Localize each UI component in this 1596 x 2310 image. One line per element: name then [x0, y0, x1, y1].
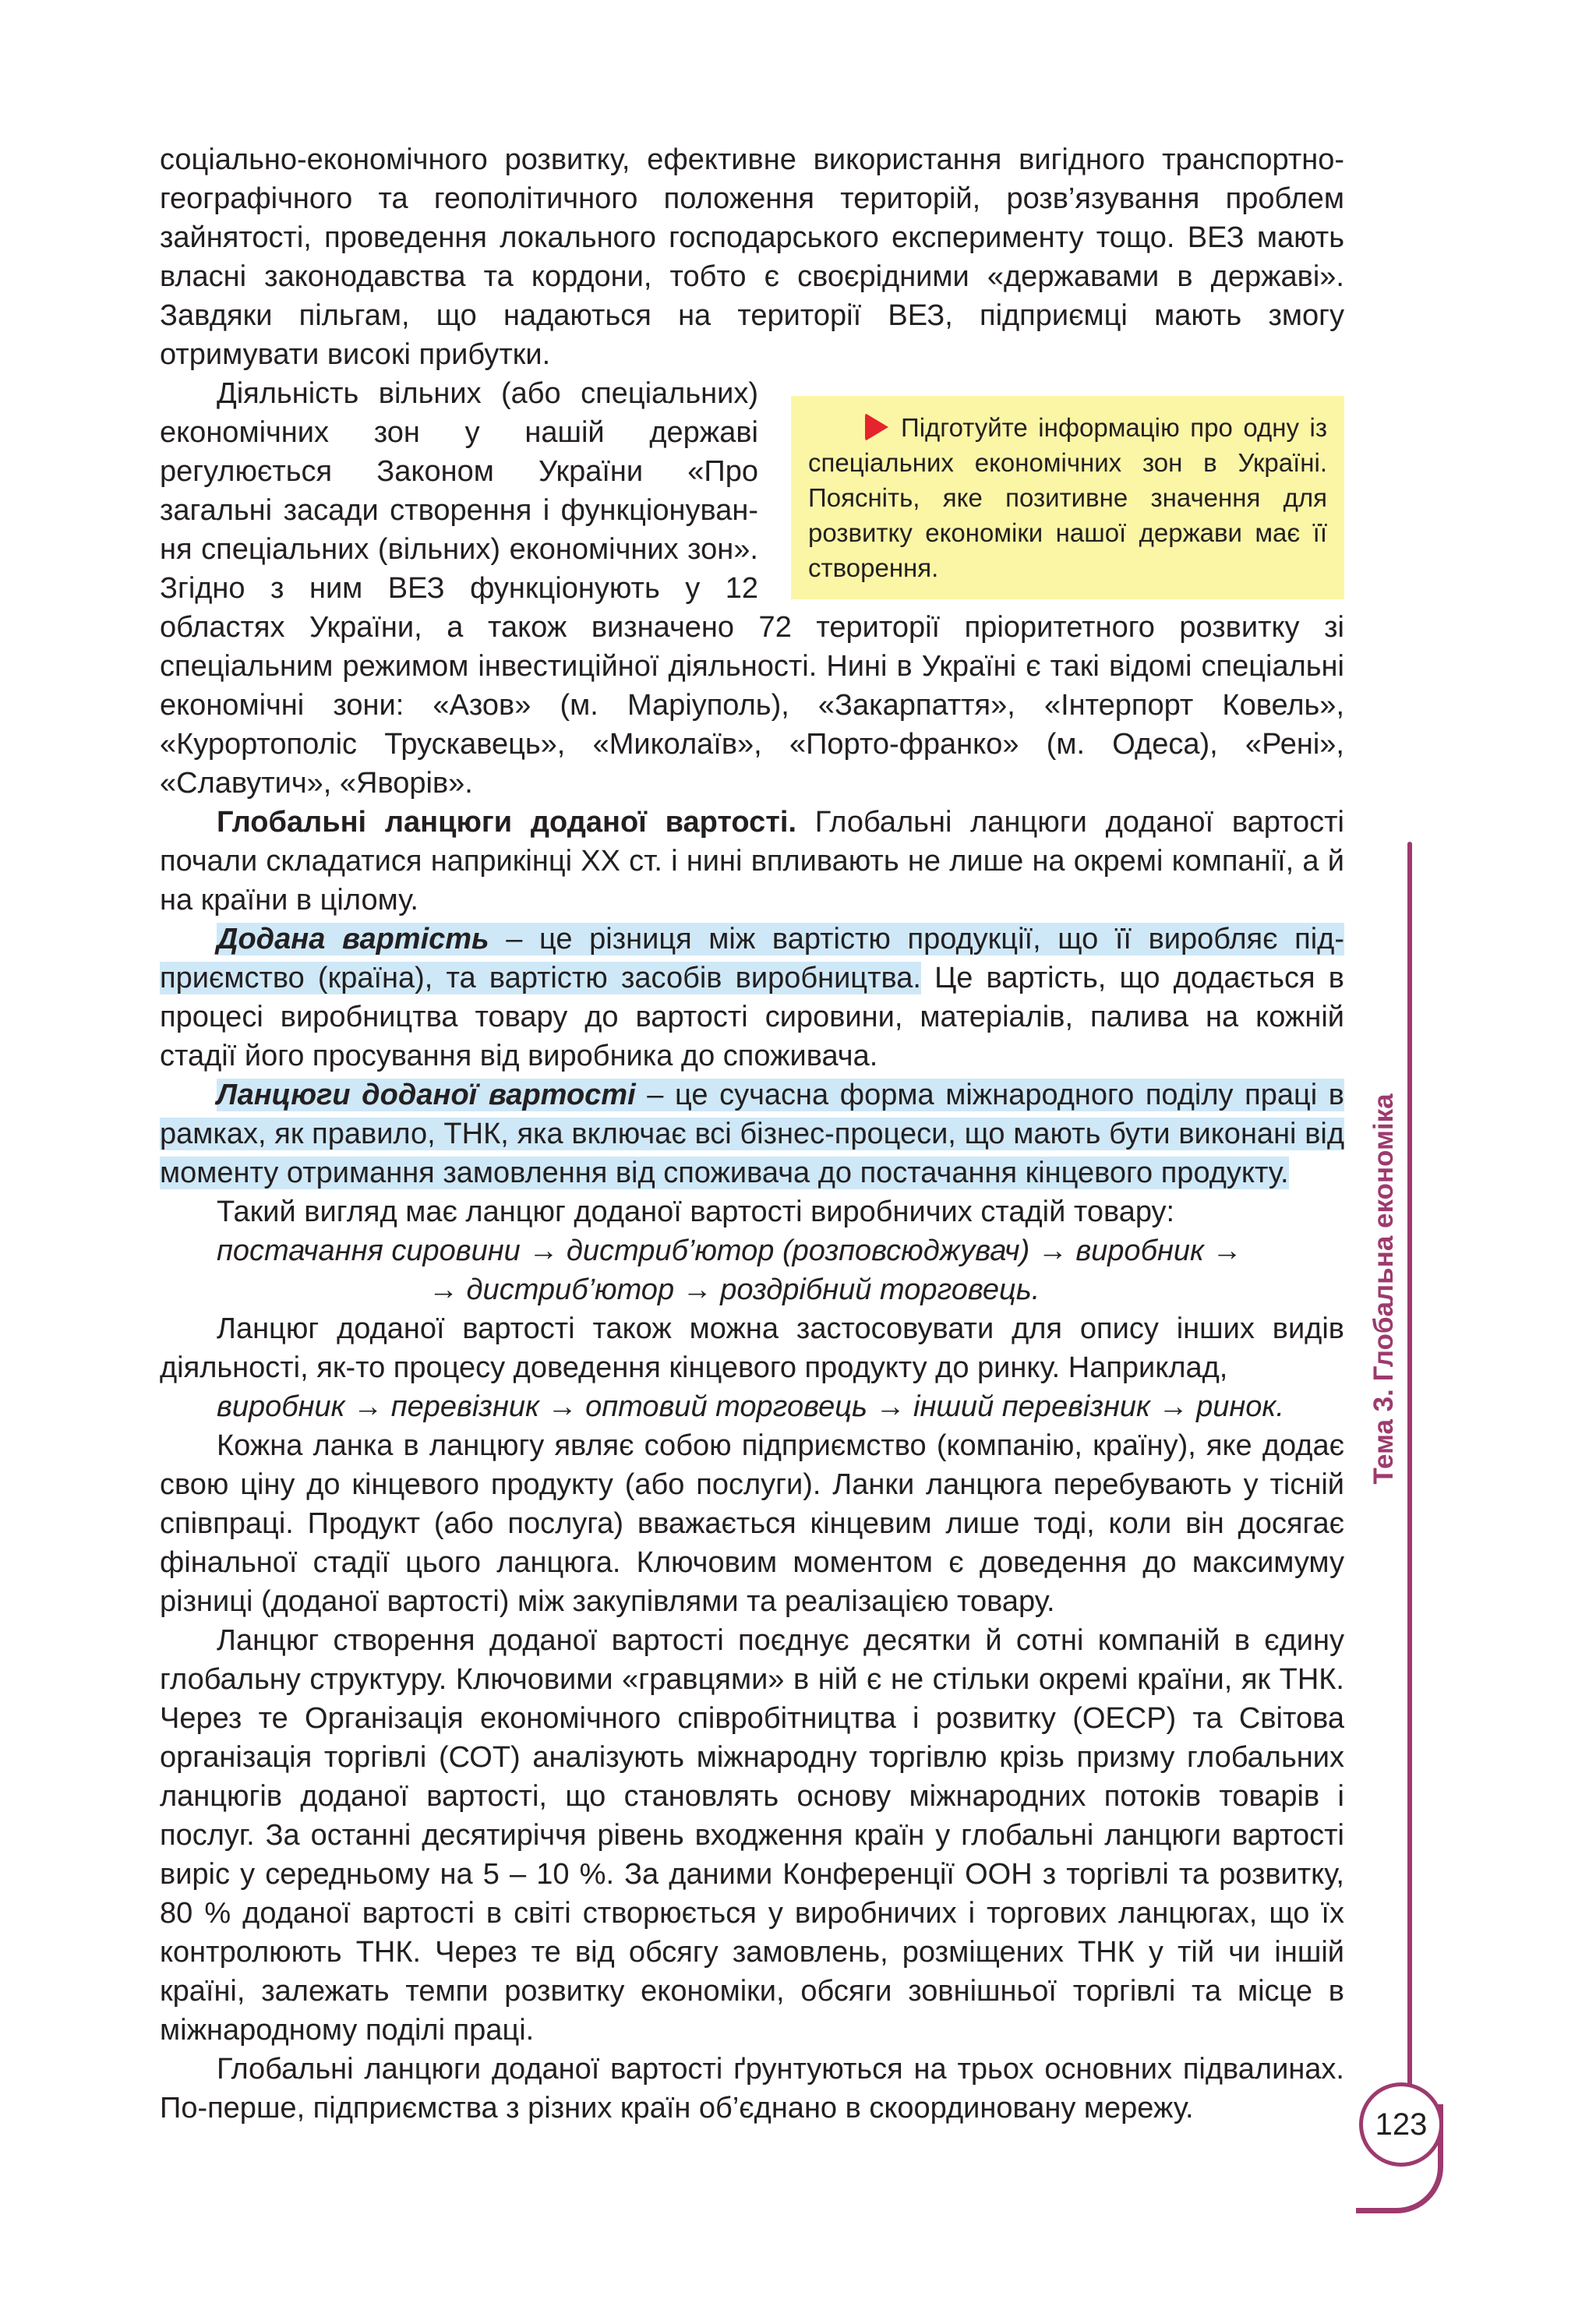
definition-text: – це різниця між вартістю продукції, що її виробляє підприємство (країна), та вартістю засобів виробництва. — [160, 923, 1344, 994]
triangle-marker-icon — [865, 413, 888, 441]
chain-formula-line-3: виробник → перевізник → оптовий торговець → інший перевізник → ринок. — [217, 1390, 1284, 1423]
paragraph-3 — [160, 803, 1344, 920]
chain-formula-line-1: постачання сировини → дистриб’ютор (розповсюджувач) → виробник → — [217, 1234, 1242, 1267]
paragraph-6: Такий вигляд має ланцюг доданої вартості виробничих стадій товару: — [217, 1196, 1175, 1228]
definition-text: – це сучасна форма міжнародного поділу праці в рамках, як правило, ТНК, яка включає всі бізнес-процеси, що мають бути виконані від моменту отримання замовлення від споживача до постачання кінцевого продукту. — [160, 1079, 1344, 1189]
task-box — [791, 396, 1344, 599]
task-text: Підготуйте інформацію про одну із спеціальних економічних зон в Україні. Поясніть, яке позитивне значення для розвитку економіки нашої держави має її створення. — [808, 413, 1327, 582]
paragraph-9: Ланцюг створення доданої вартості поєднує десятки й сотні компаній в єдину глобальну структуру. Ключовими «гравцями» в ній є не стільки окремі країни, як ТНК. Через те Організація економічного співробітництва і розвитку (ОЕСР) та Світова організація торгівлі (СОТ) аналізують міжнародну торгівлю крізь призму глобальних ланцюгів доданої вартості, що становлять основу міжнародних потоків товарів і послуг. За останні десятиріччя рівень входження країн у глобальні ланцюги вартості виріс у середньому на 5 – 10 %. За даними Конференції ООН з торгівлі та розвитку, 80 % доданої вартості в світі створюється у виробничих і торгових ланцюгах, що їх контролюють ТНК. Через те від обсягу замовлень, розміщених ТНК у тій чи іншій країні, залежать темпи розвитку економіки, обсяги зовнішньої торгівлі та місце в міжнародному поділі праці. — [160, 1624, 1344, 2047]
sidebar-topic-text: Тема 3. Глобальна економіка — [1368, 1076, 1400, 1501]
main-text — [160, 140, 1344, 2128]
paragraph-7: Ланцюг доданої вартості також можна застосовувати для опису інших видів діяльності, як-то процесу доведення кінцевого продукту до ринку. Наприклад, — [160, 1312, 1344, 1384]
paragraph-2 — [160, 374, 1344, 803]
term-value-chains: Ланцюги доданої вартості — [217, 1079, 636, 1111]
paragraph-3-text: Глобальні ланцюги доданої вартості почали складатися наприкінці ХХ ст. і нині впливають не лише на окремі компанії, а й на країни в цілому. — [160, 806, 1344, 917]
definition-added-value — [160, 920, 1344, 1076]
chain-formula-line-2: → дистриб’ютор → роздрібний торговець. — [429, 1273, 1040, 1306]
definition-highlight — [160, 1079, 1344, 1189]
paragraph-10: Глобальні ланцюги доданої вартості ґрунтуються на трьох основних підвалинах. По-перше, підприємства з різних країн об’єднано в скоординовану мережу. — [160, 2053, 1344, 2125]
sidebar-rule — [1407, 842, 1412, 2140]
paragraph-8: Кожна ланка в ланцюгу являє собою підприємство (компанію, країну), яке додає свою ціну до кінцевого продукту (або послуги). Ланки ланцюга перебувають у тісній співпраці. Продукт (або послуга) вважається кінцевим лише тоді, коли він досягає фінальної стадії цього ланцюга. Ключовим моментом є доведення до максимуму різниці (доданої вартості) між закупівлями та реалізацією товару. — [160, 1429, 1344, 1618]
section-heading: Глобальні ланцюги доданої вартості. — [217, 806, 797, 839]
paragraph-2-text: Діяльність вільних (або спеціальних) економічних зон у нашій державі регулюється Законом України «Про загальні засади створення і функціонування спеціальних (вільних) економічних зон». Згідно з ним ВЕЗ функціонують у 12 областях України, а також визначено 72 території пріоритетного розвитку зі спеціальним режимом інвестиційної діяльності. Нині в Україні є такі відомі спеціальні економічні зони: «Азов» (м. Маріуполь), «Закарпаття», «Інтерпорт Ковель», «Курортополіс Трускавець», «Миколаїв», «Порто-франко» (м. Одеса), «Рені», «Славутич», «Яворів». — [160, 377, 1344, 800]
definition-continuation: Це вартість, що додається в процесі виробництва товару до вартості сировини, матеріалів, палива на кожній стадії його просування від виробника до споживача. — [160, 962, 1344, 1072]
page-number: 123 — [1359, 2082, 1443, 2167]
term-added-value: Додана вартість — [217, 923, 489, 955]
paragraph-1: соціально-економічного розвитку, ефективне використання вигідного транспортно-географічного та геополітичного положення територій, розв’язування проблем зайнятості, проведення локального господарського експерименту тощо. ВЕЗ мають власні законодавства та кордони, тобто є своєрідними «державами в державі». Завдяки пільгам, що надаються на території ВЕЗ, підприємці мають змогу отримувати високі прибутки. — [160, 143, 1344, 371]
definition-value-chains — [160, 1076, 1344, 1192]
